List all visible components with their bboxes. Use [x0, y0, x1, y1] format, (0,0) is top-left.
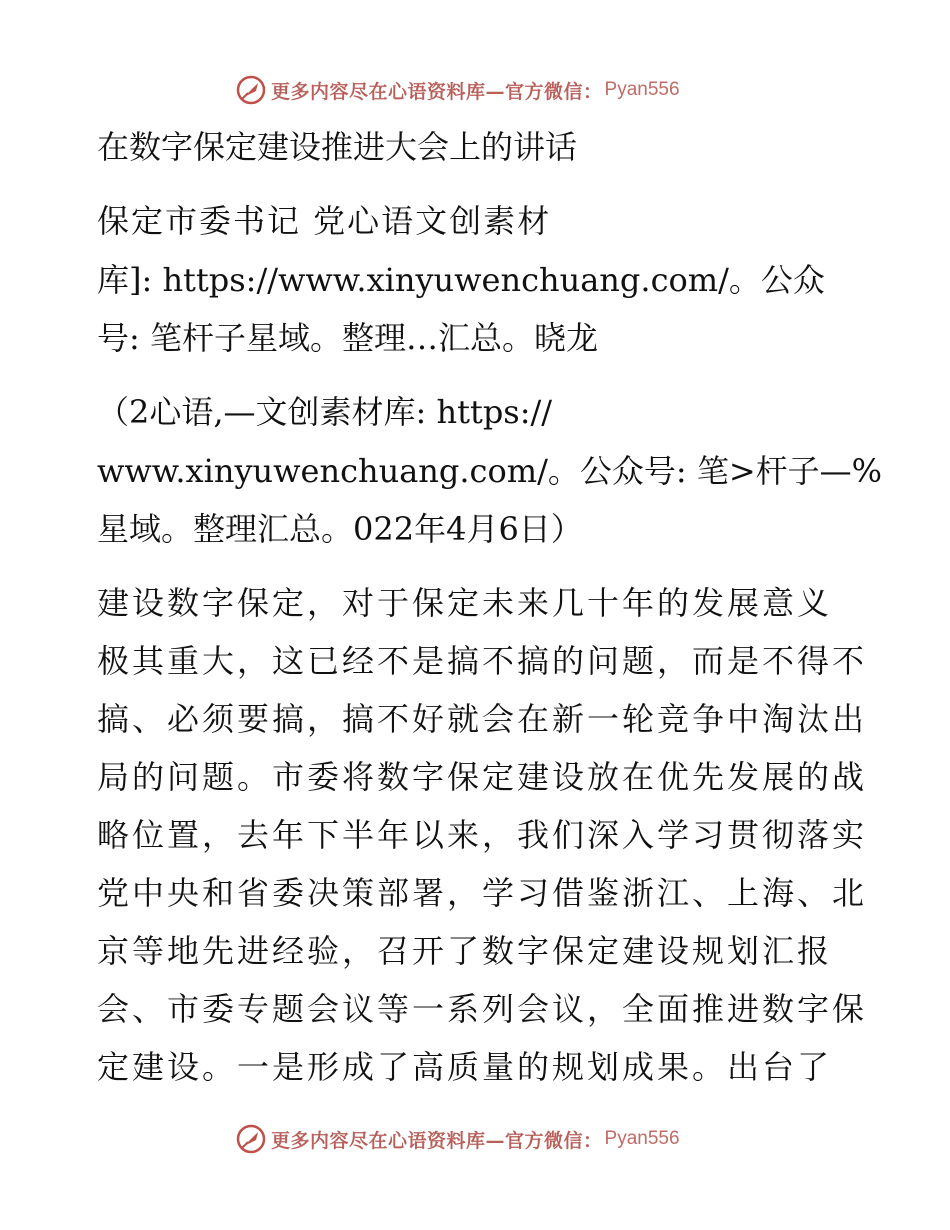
footer-wechat-id: Pyan556 [604, 1128, 680, 1149]
header-wechat-id: Pyan556 [604, 79, 680, 100]
quill-logo-icon [236, 1124, 266, 1154]
body-line: 定建设。一是形成了高质量的规划成果。出台了 [97, 1048, 833, 1086]
body-line: 略位置，去年下半年以来，我们深入学习贯彻落实 [97, 816, 868, 854]
date-line-1: （2心语,—文创素材库: https:// [97, 393, 553, 431]
quill-logo-icon [236, 75, 266, 105]
body-line: 党中央和省委决策部署，学习借鉴浙江、上海、北 [97, 874, 868, 912]
body-line: 会、市委专题会议等一系列会议，全面推进数字保 [97, 990, 868, 1028]
watermark-footer [236, 1124, 680, 1154]
source-line-1: 库]: https://www.xinyuwenchuang.com/。公众 [97, 261, 825, 299]
body-line: 极其重大，这已经不是搞不搞的问题，而是不得不 [97, 642, 868, 680]
date-line-3: 星域。整理汇总。022年4月6日） [97, 510, 583, 548]
body-line: 搞、必须要搞，搞不好就会在新一轮竞争中淘汰出 [97, 700, 868, 738]
source-line-2: 号: 笔杆子星域。整理…汇总。晓龙 [97, 319, 598, 357]
date-line-2: www.xinyuwenchuang.com/。公众号: 笔>杆子—% [97, 452, 883, 490]
watermark-header [236, 75, 680, 105]
body-line: 京等地先进经验，召开了数字保定建设规划汇报 [97, 932, 833, 970]
author-line: 保定市委书记 党心语文创素材 [97, 202, 552, 240]
body-line: 建设数字保定，对于保定未来几十年的发展意义 [97, 584, 833, 622]
footer-brand-text: 更多内容尽在心语资料库—官方微信： [271, 1129, 603, 1152]
header-brand-text: 更多内容尽在心语资料库—官方微信： [271, 80, 603, 103]
body-line: 局的问题。市委将数字保定建设放在优先发展的战 [97, 758, 868, 796]
document-title: 在数字保定建设推进大会上的讲话 [97, 128, 578, 166]
